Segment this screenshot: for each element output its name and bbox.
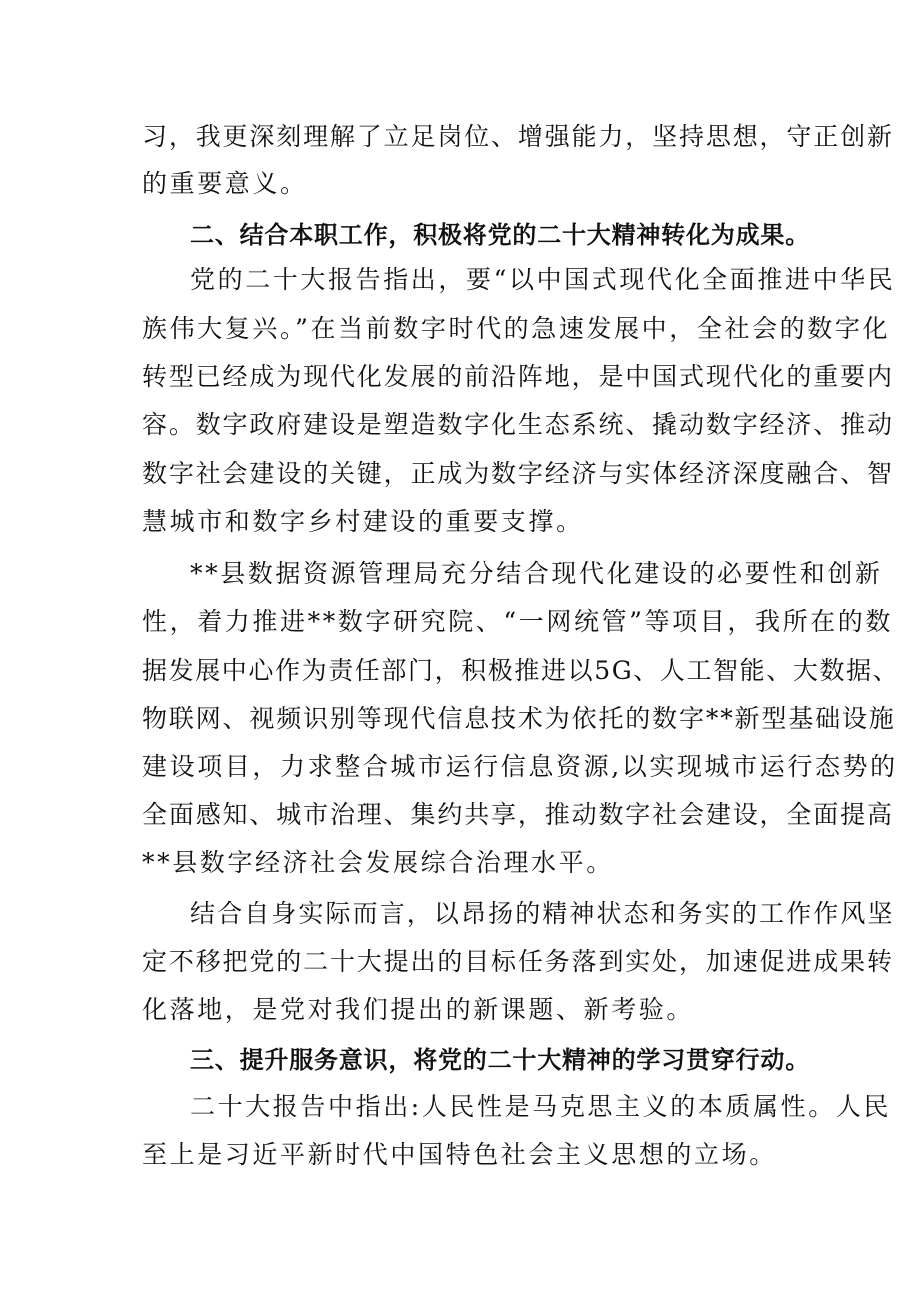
text-line: 慧城市和数字乡村建设的重要支撑。 [142,507,584,536]
text-line: 族伟大复兴。”在当前数字时代的急速发展中，全社会的数字化 [142,314,891,343]
text-line: **县数字经济社会发展综合治理水平。 [142,848,614,877]
text-line: 的重要意义。 [142,169,308,198]
text-line: 建设项目，力求整合城市运行信息资源,以实现城市运行态势的 [142,752,898,781]
text-line: 党的二十大报告指出，要“以中国式现代化全面推进中华民 [190,265,896,294]
text-line: 结合自身实际而言，以昂扬的精神状态和务实的工作作风坚 [190,899,895,928]
section-heading-2: 二、结合本职工作，积极将党的二十大精神转化为成果。 [190,221,810,249]
text-line: 数字社会建设的关键，正成为数字经济与实体经济深度融合、智 [142,459,894,488]
text-line: 化落地，是党对我们提出的新课题、新考验。 [142,995,695,1024]
text-line: **县数据资源管理局充分结合现代化建设的必要性和创新 [190,559,883,588]
text-line: 二十大报告中指出:人民性是马克思主义的本质属性。人民 [190,1092,892,1121]
text-line: 转型已经成为现代化发展的前沿阵地，是中国式现代化的重要内 [142,362,894,391]
text-line: 至上是习近平新时代中国特色社会主义思想的立场。 [142,1140,777,1169]
section-heading-3: 三、提升服务意识，将党的二十大精神的学习贯穿行动。 [190,1046,810,1074]
text-line: 物联网、视频识别等现代信息技术为依托的数字**新型基础设施 [142,704,896,733]
text-line: 定不移把党的二十大提出的目标任务落到实处，加速促进成果转 [142,947,894,976]
text-line: 性，着力推进**数字研究院、“一网统管”等项目，我所在的数 [142,607,893,636]
text-line: 习，我更深刻理解了立足岗位、增强能力，坚持思想，守正创新 [142,122,894,151]
text-line: 容。数字政府建设是塑造数字化生态系统、撬动数字经济、推动 [142,410,894,439]
text-line: 全面感知、城市治理、集约共享，推动数字社会建设，全面提高 [142,800,894,829]
text-line: 据发展中心作为责任部门，积极推进以5G、人工智能、大数据、 [142,656,900,685]
